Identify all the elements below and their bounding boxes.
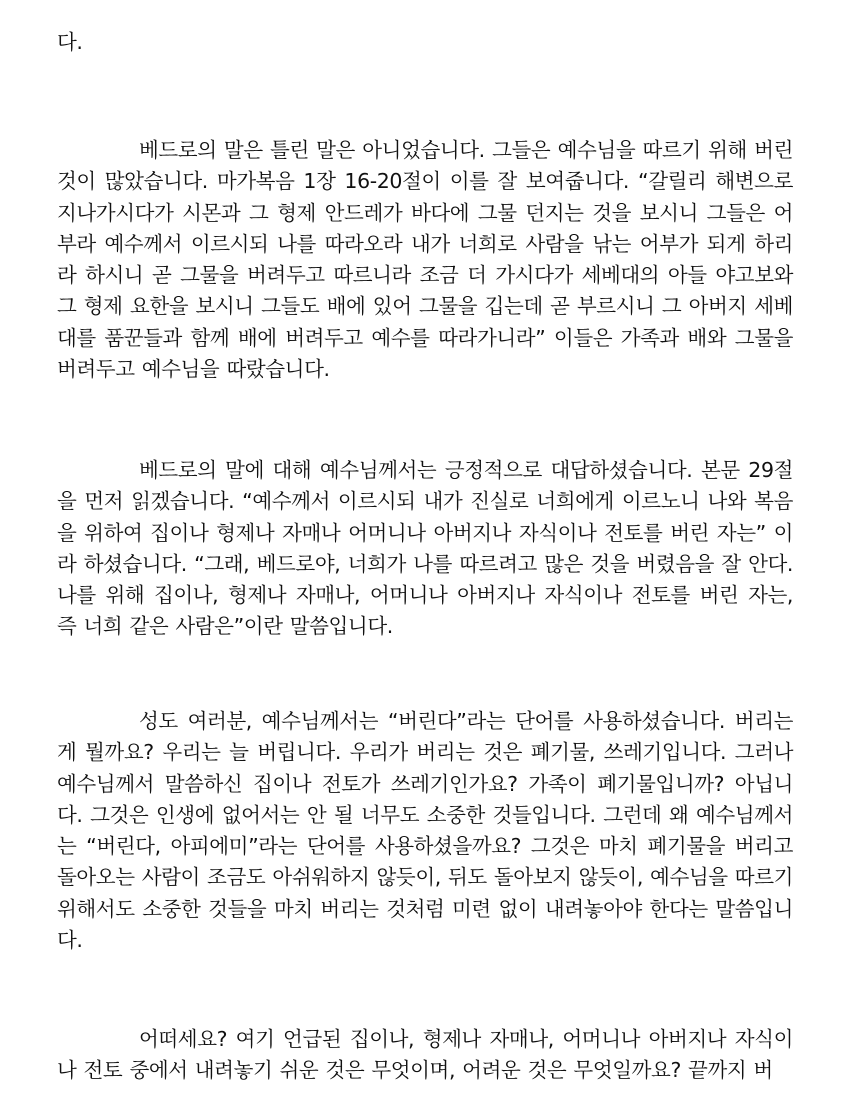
paragraph-2: 베드로의 말에 대해 예수님께서는 긍정적으로 대답하셨습니다. 본문 29절을 먼저 읽겠습니다. “예수께서 이르시되 내가 진실로 너희에게 이르노니 나와 복음을 위하여 집이나 형제나 자매나 어머니나 아버지나 자식이나 전토를 버린 자는” 이라 하셨습니다. “그래, 베드로야, 너희가 나를 따르려고 많은 것을 버렸음을 잘 안다. 나를 위해 집이나, 형제나 자매나, 어머니나 아버지나 자식이나 전토를 버린 자는, 즉 너희 같은 사람은”이란 말씀입니다.: [57, 458, 793, 639]
paragraph-4: 어떠세요? 여기 언급된 집이나, 형제나 자매나, 어머니나 아버지나 자식이나 전토 중에서 내려놓기 쉬운 것은 무엇이며, 어려운 것은 무엇일까요? 끝까지 버: [57, 1027, 793, 1083]
paragraph-1: 베드로의 말은 틀린 말은 아니었습니다. 그들은 예수님을 따르기 위해 버린 것이 많았습니다. 마가복음 1장 16-20절이 이를 잘 보여줍니다. “갈릴리 해변으로 지나가시다가 시몬과 그 형제 안드레가 바다에 그물 던지는 것을 보시니 그들은 어부라 예수께서 이르시되 나를 따라오라 내가 너희로 사람을 낚는 어부가 되게 하리라 하시니 곧 그물을 버려두고 따르니라 조금 더 가시다가 세베대의 아들 야고보와 그 형제 요한을 보시니 그들도 배에 있어 그물을 깁는데 곧 부르시니 그 아버지 세베대를 품꾼들과 함께 배에 버려두고 예수를 따라가니라” 이들은 가족과 배와 그물을 버려두고 예수님을 따랐습니다.: [57, 138, 793, 382]
paragraph-3: 성도 여러분, 예수님께서는 “버린다”라는 단어를 사용하셨습니다. 버리는 게 뭘까요? 우리는 늘 버립니다. 우리가 버리는 것은 폐기물, 쓰레기입니다. 그러나 예수님께서 말씀하신 집이나 전토가 쓰레기인가요? 가족이 폐기물입니까? 아닙니다. 그것은 인생에 없어서는 안 될 너무도 소중한 것들입니다. 그런데 왜 예수님께서는 “버린다, 아피에미”라는 단어를 사용하셨을까요? 그것은 마치 폐기물을 버리고 돌아오는 사람이 조금도 아쉬워하지 않듯이, 뒤도 돌아보지 않듯이, 예수님을 따르기 위해서도 소중한 것들을 마치 버리는 것처럼 미련 없이 내려놓아야 한다는 말씀입니다.: [57, 709, 793, 953]
paragraph-fragment: 다.: [57, 30, 83, 54]
